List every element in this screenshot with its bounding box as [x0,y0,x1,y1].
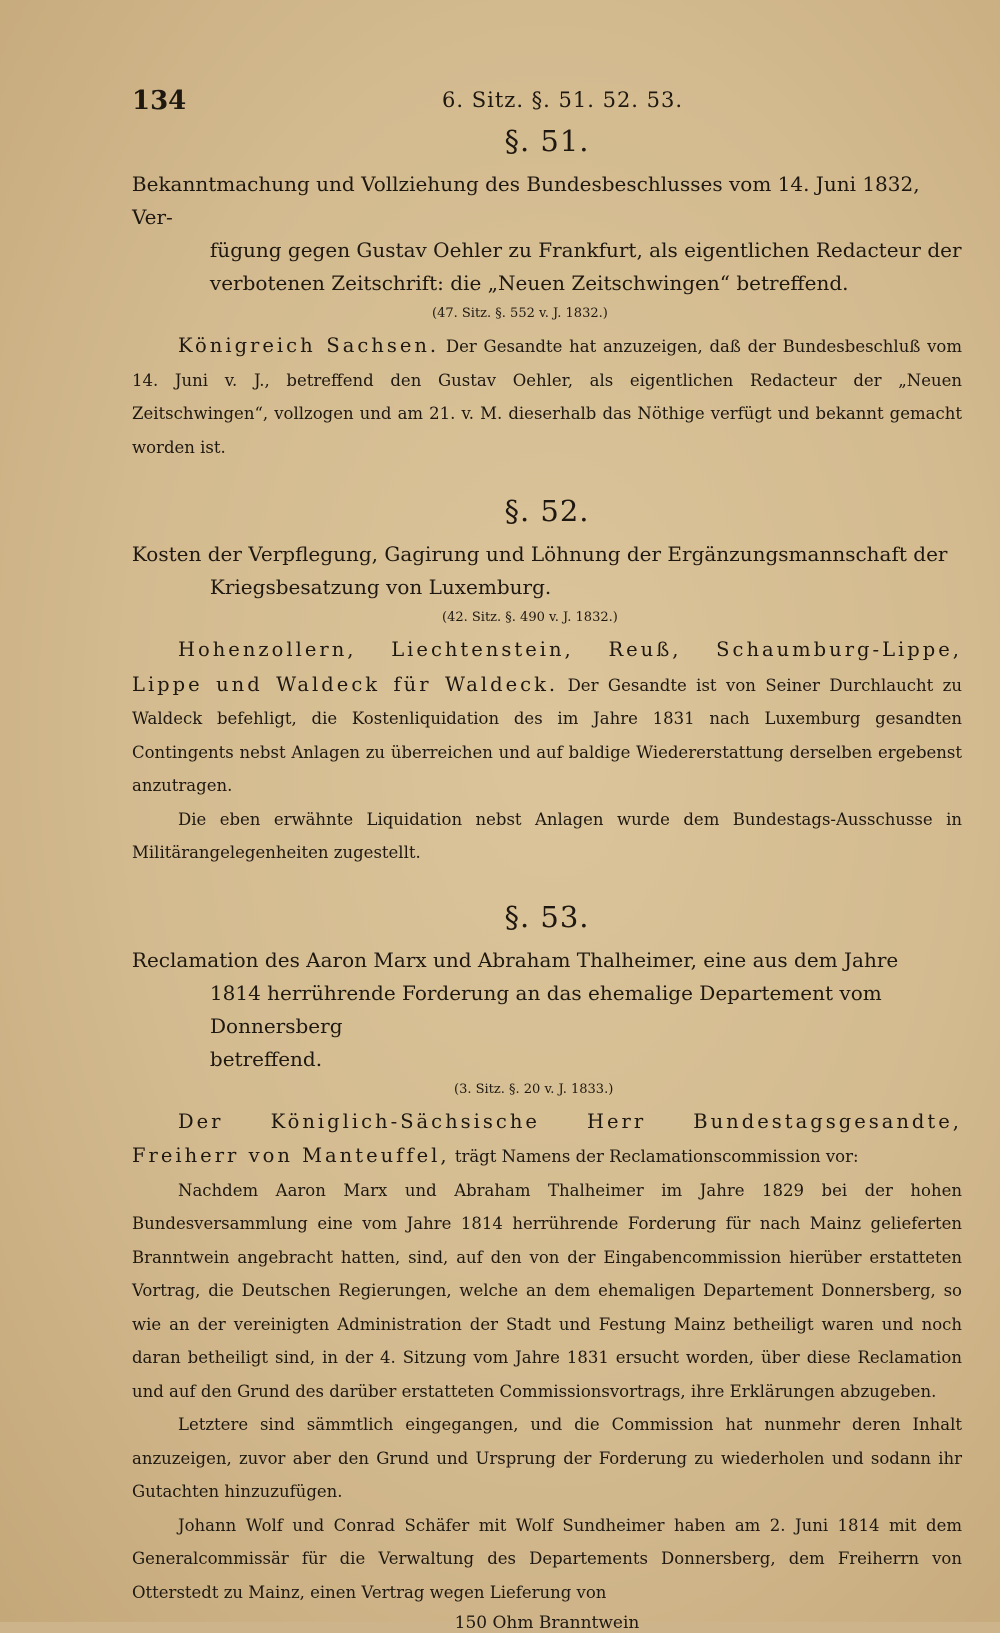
page-header [132,84,962,124]
paragraph-lead: Der Königlich-Sächsische Herr Bundestagsgesandte, Freiherr von Manteuffel, [132,1110,962,1168]
section-title-line: Kosten der Verpflegung, Gagirung und Löhnung der Ergänzungsmannschaft der [132,542,948,566]
section-title-line: Reclamation des Aaron Marx und Abraham Thalheimer, eine aus dem Jahre [132,948,898,972]
paragraph [132,633,962,803]
section-title-line: Kriegsbesatzung von Luxemburg. [132,571,962,604]
paragraph-lead: Hohenzollern, Liechtenstein, Reuß, Schaumburg-Lippe, Lippe und Waldeck für Waldeck. [132,638,962,696]
paragraph: Letztere sind sämmtlich eingegangen, und die Commission hat nunmehr deren Inhalt anzuzeigen, zuvor aber den Grund und Ursprung der Forderung zu wiederholen und sodann ihr Gutachten hinzuzufügen. [132,1408,962,1509]
section-title-line: 1814 herrührende Forderung an das ehemalige Departement vom Donnersberg [132,977,962,1043]
paragraph [132,1105,962,1174]
section-51 [132,124,962,464]
section-title [132,168,962,300]
paragraph-text: Der Gesandte hat anzuzeigen, daß der Bundesbeschluß vom 14. Juni v. J., betreffend den Gustav Oehler, als eigentlichen Redacteur der „Neuen Zeitschwingen“, vollzogen und am 21. v. M. dieserhalb das Nöthige verfügt und bekannt gemacht worden ist. [132,337,962,457]
paragraph-text: trägt Namens der Reclamationscommission vor: [455,1147,859,1166]
paragraph: Johann Wolf und Conrad Schäfer mit Wolf Sundheimer haben am 2. Juni 1814 mit dem Generalcommissär für die Verwaltung des Departements Donnersberg, dem Freiherrn von Otterstedt zu Mainz, einen Vertrag wegen Lieferung von [132,1509,962,1610]
section-title-line: verbotenen Zeitschrift: die „Neuen Zeitschwingen“ betreffend. [132,267,962,300]
paragraph: Nachdem Aaron Marx und Abraham Thalheimer im Jahre 1829 bei der hohen Bundesversammlung eine vom Jahre 1814 herrührende Forderung für nach Mainz gelieferten Branntwein angebracht hatten, sind, auf den von der Eingabencommission hierüber erstatteten Vortrag, die Deutschen Regierungen, welche an dem ehemaligen Departement Donnersberg, so wie an der vereinigten Administration der Stadt und Festung Mainz betheiligt waren und noch daran betheiligt sind, in der 4. Sitzung vom Jahre 1831 ersucht worden, über diese Reclamation und auf den Grund des darüber erstatteten Commissionsvortrags, ihre Erklärungen abzugeben. [132,1174,962,1409]
section-53 [132,900,962,1633]
section-title-line: fügung gegen Gustav Oehler zu Frankfurt, als eigentlichen Redacteur der [132,234,962,267]
section-reference: (3. Sitz. §. 20 v. J. 1833.) [132,1082,962,1097]
running-head: 6. Sitz. §. 51. 52. 53. [442,88,683,112]
section-reference: (42. Sitz. §. 490 v. J. 1832.) [132,610,962,625]
paragraph: Die eben erwähnte Liquidation nebst Anlagen wurde dem Bundestags-Ausschusse in Militärangelegenheiten zugestellt. [132,803,962,870]
section-title [132,538,962,604]
paragraph [132,329,962,464]
paragraph-lead: Königreich Sachsen. [178,334,439,357]
section-number: §. 53. [132,900,962,934]
section-number: §. 51. [132,124,962,158]
section-title [132,944,962,1076]
section-reference: (47. Sitz. §. 552 v. J. 1832.) [132,306,962,321]
section-number: §. 52. [132,494,962,528]
paragraph-text: Der Gesandte ist von Seiner Durchlaucht zu Waldeck befehligt, die Kostenliquidation des im Jahre 1831 nach Luxemburg gesandten Contingents nebst Anlagen zu überreichen und auf baldige Wiedererstattung derselben ergebenst anzutragen. [132,676,962,796]
section-title-line: betreffend. [132,1043,962,1076]
section-52 [132,494,962,870]
page-number: 134 [132,86,186,116]
section-title-line: Bekanntmachung und Vollziehung des Bundesbeschlusses vom 14. Juni 1832, Ver- [132,172,920,229]
catchline: 150 Ohm Branntwein [132,1613,962,1633]
